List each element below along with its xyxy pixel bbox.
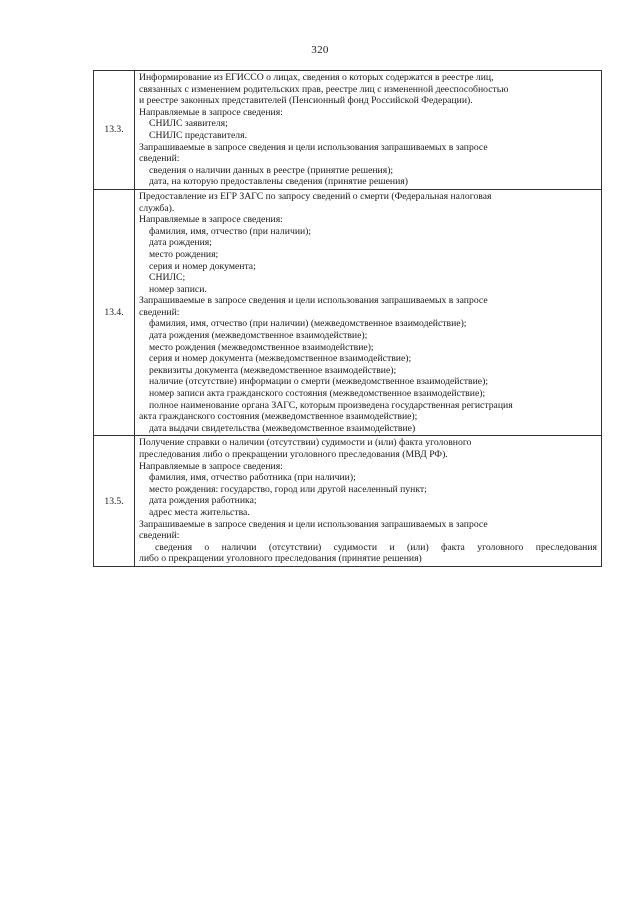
content-line: адрес места жительства. [149, 506, 250, 518]
content-line: преследования либо о прекращении уголовного преследования (МВД РФ). [139, 449, 448, 460]
table-row [94, 71, 602, 190]
content-line: Информирование из ЕГИССО о лицах, сведения о которых содержатся в реестре лиц, [139, 72, 494, 83]
content-line: место рождения (межведомственное взаимодействие); [149, 341, 374, 353]
content-line: сведения о наличии данных в реестре (принятие решения); [149, 164, 394, 176]
content-line: либо о прекращении уголовного преследования (принятие решения) [139, 553, 422, 565]
row-number-cell [94, 436, 135, 567]
content-line: место рождения: государство, город или другой населенный пункт; [149, 483, 427, 495]
row-content-cell [135, 436, 602, 567]
page-number: 320 [311, 44, 329, 56]
table-row [94, 189, 602, 435]
content-line: Направляемые в запросе сведения: [139, 214, 283, 226]
table-body [94, 71, 602, 567]
content-line: и реестре законных представителей (Пенсионный фонд Российской Федерации). [139, 95, 473, 107]
content-line: Запрашиваемые в запросе сведения и цели использования запрашиваемых в запросе [139, 518, 488, 530]
content-line: наличие (отсутствие) информации о смерти (межведомственное взаимодействие); [149, 376, 489, 388]
content-line: сведений: [139, 530, 180, 542]
content-line: сведений: [139, 306, 180, 318]
content-line: Направляемые в запросе сведения: [139, 106, 283, 118]
row-number: 13.4. [104, 307, 124, 319]
content-line: сведений: [139, 153, 180, 165]
content-line: полное наименование органа ЗАГС, которым произведена государственная регистрация [149, 399, 513, 411]
content-line: реквизиты документа (межведомственное взаимодействие); [149, 364, 397, 376]
row-number-cell [94, 71, 135, 190]
row-number: 13.5. [104, 495, 124, 507]
content-line: дата рождения; [149, 237, 212, 249]
row-number-cell [94, 189, 135, 435]
content-line: номер записи. [149, 283, 207, 295]
content-line: место рождения; [149, 248, 219, 260]
table-row [94, 436, 602, 567]
content-line: дата рождения работника; [149, 495, 257, 507]
content-line: СНИЛС представителя. [149, 129, 247, 141]
content-line: Направляемые в запросе сведения: [139, 460, 283, 472]
content-line: дата выдачи свидетельства (межведомственное взаимодействие) [149, 422, 416, 434]
content-line: СНИЛС; [149, 272, 186, 284]
content-line: сведения о наличии (отсутствии) судимости и (или) факта уголовного преследования [155, 541, 597, 553]
content-line: СНИЛС заявителя; [149, 118, 228, 130]
content-line: серия и номер документа; [149, 260, 256, 272]
content-line: Запрашиваемые в запросе сведения и цели использования запрашиваемых в запросе [139, 141, 488, 153]
content-line: Предоставление из ЕГР ЗАГС по запросу сведений о смерти (Федеральная налоговая [139, 190, 492, 202]
requests-table [93, 70, 602, 567]
row-content-cell [135, 189, 602, 435]
content-line: служба). [139, 202, 175, 214]
content-line: серия и номер документа (межведомственное взаимодействие); [149, 353, 412, 365]
content-line: связанных с изменением родительских прав, реестре лиц с измененной дееспособностью [139, 83, 509, 95]
content-line: Получение справки о наличии (отсутствии) судимости и (или) факта уголовного [139, 437, 472, 449]
content-line: фамилия, имя, отчество работника (при наличии); [149, 472, 356, 484]
row-content-cell [135, 71, 602, 190]
content-line: дата, на которую предоставлены сведения (принятие решения) [149, 176, 408, 188]
row-number: 13.3. [104, 124, 124, 136]
content-line: Запрашиваемые в запросе сведения и цели использования запрашиваемых в запросе [139, 295, 488, 307]
content-line: номер записи акта гражданского состояния (межведомственное взаимодействие); [149, 388, 486, 400]
content-line: фамилия, имя, отчество (при наличии) (межведомственное взаимодействие); [149, 318, 467, 330]
content-line: акта гражданского состояния (межведомственное взаимодействие); [139, 411, 418, 423]
content-line: дата рождения (межведомственное взаимодействие); [149, 330, 368, 342]
content-line: фамилия, имя, отчество (при наличии); [149, 225, 312, 237]
